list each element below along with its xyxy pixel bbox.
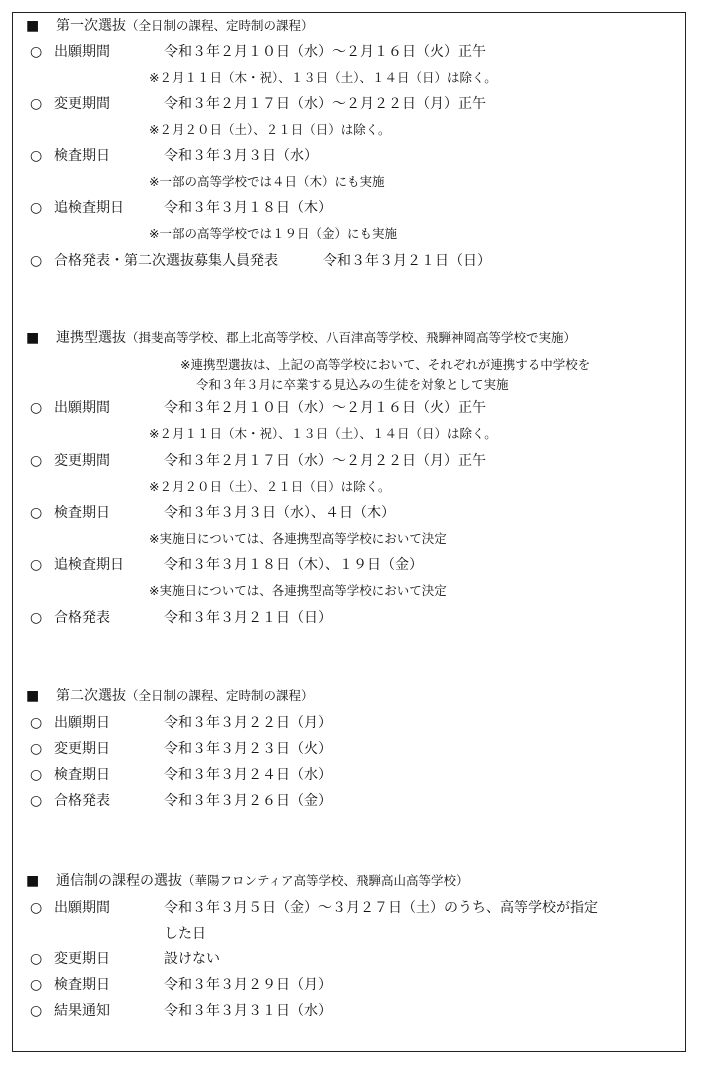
- item-note: ※実施日については、各連携型高等学校において決定: [149, 583, 447, 598]
- item-label: 変更期間: [54, 453, 110, 469]
- item-label: 追検査期日: [54, 557, 124, 573]
- square-bullet-icon: ■: [26, 330, 40, 346]
- circle-bullet-icon: ○: [30, 505, 43, 521]
- item-label: 出願期間: [54, 400, 110, 416]
- item-note: ※一部の高等学校では１９日（金）にも実施: [149, 226, 397, 241]
- item-value: 令和３年２月１７日（水）～２月２２日（月）正午: [164, 96, 486, 112]
- item-value: 令和３年３月２１日（日）: [323, 253, 491, 269]
- item-value: 令和３年３月３１日（水）: [164, 1003, 332, 1019]
- circle-bullet-icon: ○: [30, 741, 43, 757]
- item-note: ※２月２０日（土）、２１日（日）は除く。: [149, 479, 391, 494]
- item-label: 出願期日: [54, 715, 110, 731]
- circle-bullet-icon: ○: [30, 557, 43, 573]
- section-subtitle: （全日制の課程、定時制の課程）: [126, 688, 314, 703]
- section-heading: [26, 328, 576, 348]
- circle-bullet-icon: ○: [30, 951, 43, 967]
- section-heading: [26, 686, 314, 706]
- item-label: 追検査期日: [54, 200, 124, 216]
- item-label: 変更期日: [54, 951, 110, 967]
- circle-bullet-icon: ○: [30, 793, 43, 809]
- section-subtitle: （華陽フロンティア高等学校、飛騨高山高等学校）: [182, 873, 469, 888]
- item-value: 令和３年３月２４日（水）: [164, 767, 332, 783]
- circle-bullet-icon: ○: [30, 453, 43, 469]
- item-label: 合格発表: [54, 610, 110, 626]
- section-subtitle: （揖斐高等学校、郡上北高等学校、八百津高等学校、飛騨神岡高等学校で実施）: [126, 330, 577, 345]
- circle-bullet-icon: ○: [30, 767, 43, 783]
- item-label: 合格発表: [54, 793, 110, 809]
- item-label: 変更期間: [54, 96, 110, 112]
- item-note: ※一部の高等学校では４日（木）にも実施: [149, 174, 385, 189]
- item-value: 令和３年３月２６日（金）: [164, 793, 332, 809]
- square-bullet-icon: ■: [26, 873, 40, 889]
- item-label: 変更期日: [54, 741, 110, 757]
- item-value: 令和３年３月２９日（月）: [164, 977, 332, 993]
- item-value: 令和３年３月２３日（火）: [164, 741, 332, 757]
- circle-bullet-icon: ○: [30, 715, 43, 731]
- item-value-continued: した日: [164, 926, 206, 942]
- item-label: 出願期間: [54, 900, 110, 916]
- circle-bullet-icon: ○: [30, 900, 43, 916]
- item-label: 検査期日: [54, 977, 110, 993]
- item-label: 結果通知: [54, 1003, 110, 1019]
- circle-bullet-icon: ○: [30, 200, 43, 216]
- circle-bullet-icon: ○: [30, 96, 43, 112]
- section-heading: [26, 871, 469, 891]
- circle-bullet-icon: ○: [30, 400, 43, 416]
- circle-bullet-icon: ○: [30, 44, 43, 60]
- item-value: 設けない: [164, 951, 220, 967]
- square-bullet-icon: ■: [26, 688, 40, 704]
- item-value: 令和３年２月１０日（水）～２月１６日（火）正午: [164, 44, 486, 60]
- item-value: 令和３年３月１８日（木）、１９日（金）: [164, 557, 423, 573]
- item-label: 出願期間: [54, 44, 110, 60]
- section-title: 通信制の課程の選抜: [56, 873, 182, 889]
- item-value: 令和３年３月３日（水）、４日（木）: [164, 505, 395, 521]
- item-label: 合格発表・第二次選抜募集人員発表: [54, 253, 278, 269]
- item-value: 令和３年３月５日（金）～３月２７日（土）のうち、高等学校が指定: [164, 900, 598, 916]
- item-value: 令和３年３月３日（水）: [164, 148, 318, 164]
- item-label: 検査期日: [54, 767, 110, 783]
- section-title: 連携型選抜: [56, 330, 126, 346]
- item-value: 令和３年３月２１日（日）: [164, 610, 332, 626]
- item-note: ※実施日については、各連携型高等学校において決定: [149, 531, 447, 546]
- section-heading: [26, 16, 314, 36]
- item-label: 検査期日: [54, 505, 110, 521]
- circle-bullet-icon: ○: [30, 253, 43, 269]
- section-title: 第二次選抜: [56, 688, 126, 704]
- item-note: ※２月２０日（土）、２１日（日）は除く。: [149, 122, 391, 137]
- circle-bullet-icon: ○: [30, 148, 43, 164]
- section-note: 令和３年３月に卒業する見込みの生徒を対象として実施: [196, 377, 509, 392]
- circle-bullet-icon: ○: [30, 610, 43, 626]
- item-value: 令和３年２月１７日（水）～２月２２日（月）正午: [164, 453, 486, 469]
- item-value: 令和３年２月１０日（水）～２月１６日（火）正午: [164, 400, 486, 416]
- circle-bullet-icon: ○: [30, 1003, 43, 1019]
- circle-bullet-icon: ○: [30, 977, 43, 993]
- section-note: ※連携型選抜は、上記の高等学校において、それぞれが連携する中学校を: [180, 357, 591, 372]
- item-value: 令和３年３月１８日（木）: [164, 200, 332, 216]
- section-title: 第一次選抜: [56, 18, 126, 34]
- square-bullet-icon: ■: [26, 18, 40, 34]
- item-note: ※２月１１日（木・祝）、１３日（土）、１４日（日）は除く。: [149, 426, 497, 441]
- section-subtitle: （全日制の課程、定時制の課程）: [126, 18, 314, 33]
- item-note: ※２月１１日（木・祝）、１３日（土）、１４日（日）は除く。: [149, 70, 497, 85]
- item-value: 令和３年３月２２日（月）: [164, 715, 332, 731]
- item-label: 検査期日: [54, 148, 110, 164]
